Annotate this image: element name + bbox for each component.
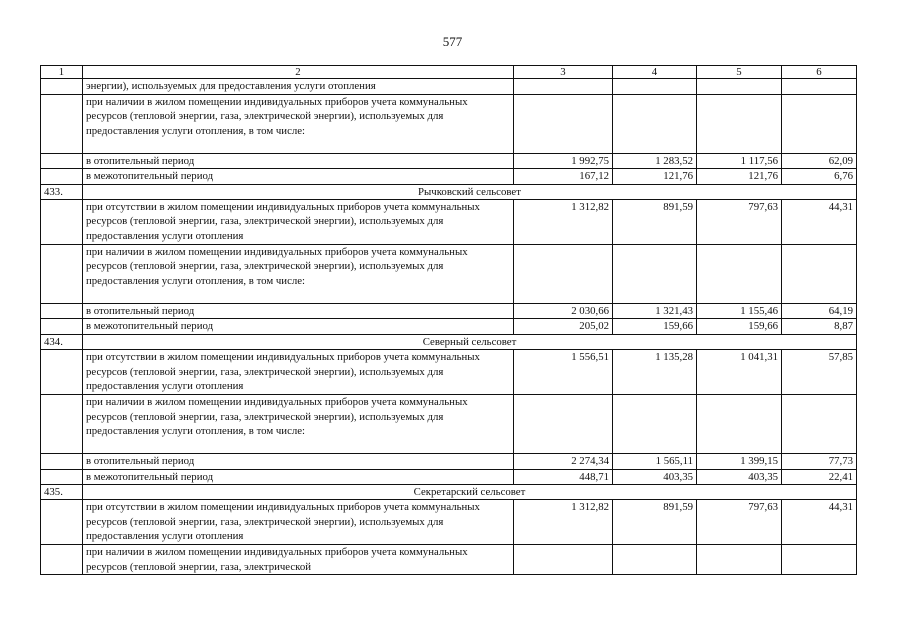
value-cell-c4: 159,66 <box>613 319 697 335</box>
value-cell-c5: 159,66 <box>697 319 782 335</box>
value-cell-c6: 77,73 <box>782 453 857 469</box>
value-cell-c3: 205,02 <box>514 319 613 335</box>
page-number: 577 <box>442 34 463 49</box>
value-cell-c5: 403,35 <box>697 469 782 485</box>
value-cell-c5: 797,63 <box>697 500 782 545</box>
value-cell-c3: 1 556,51 <box>514 349 613 394</box>
value-cell-c4: 891,59 <box>613 199 697 244</box>
value-cell-c5: 1 399,15 <box>697 453 782 469</box>
value-cell-c6: 57,85 <box>782 349 857 394</box>
number-cell <box>41 453 83 469</box>
value-cell-c4 <box>613 244 697 303</box>
header-row <box>41 66 857 79</box>
table-row <box>41 349 857 394</box>
value-cell-c3 <box>514 545 613 575</box>
value-cell-c4: 1 565,11 <box>613 453 697 469</box>
value-cell-c6: 22,41 <box>782 469 857 485</box>
number-cell <box>41 303 83 319</box>
description-cell: в отопительный период <box>83 453 514 469</box>
value-cell-c3: 2 274,34 <box>514 453 613 469</box>
value-cell-c4 <box>613 545 697 575</box>
value-cell-c5 <box>697 394 782 453</box>
value-cell-c6 <box>782 394 857 453</box>
value-cell-c3: 1 312,82 <box>514 500 613 545</box>
section-number: 433. <box>41 184 83 199</box>
value-cell-c4: 403,35 <box>613 469 697 485</box>
description-cell: в межотопительный период <box>83 169 514 185</box>
value-cell-c5: 1 117,56 <box>697 153 782 169</box>
description-cell: при наличии в жилом помещении индивидуальных приборов учета коммунальных ресурсов (тепловой энергии, газа, электрической энергии), используемых для предоставления услуги отопления, в том числе: <box>83 244 514 303</box>
value-cell-c5: 797,63 <box>697 199 782 244</box>
table-row <box>41 244 857 303</box>
number-cell <box>41 500 83 545</box>
value-cell-c3: 2 030,66 <box>514 303 613 319</box>
value-cell-c4: 1 283,52 <box>613 153 697 169</box>
header-cell: 5 <box>697 66 782 79</box>
value-cell-c6 <box>782 545 857 575</box>
number-cell <box>41 169 83 185</box>
value-cell-c4: 121,76 <box>613 169 697 185</box>
value-cell-c4: 1 135,28 <box>613 349 697 394</box>
table-row <box>41 94 857 153</box>
description-cell: при отсутствии в жилом помещении индивидуальных приборов учета коммунальных ресурсов (тепловой энергии, газа, электрической энергии), используемых для предоставления услуги отопления <box>83 199 514 244</box>
section-title: Секретарский сельсовет <box>83 485 857 500</box>
number-cell <box>41 319 83 335</box>
number-cell <box>41 153 83 169</box>
header-cell: 4 <box>613 66 697 79</box>
value-cell-c6 <box>782 79 857 95</box>
number-cell <box>41 394 83 453</box>
table-row <box>41 169 857 185</box>
value-cell-c4: 891,59 <box>613 500 697 545</box>
value-cell-c4 <box>613 394 697 453</box>
value-cell-c5 <box>697 244 782 303</box>
value-cell-c5 <box>697 94 782 153</box>
value-cell-c3: 1 992,75 <box>514 153 613 169</box>
value-cell-c5: 1 041,31 <box>697 349 782 394</box>
section-title: Рычковский сельсовет <box>83 184 857 199</box>
table-row <box>41 79 857 95</box>
value-cell-c5: 121,76 <box>697 169 782 185</box>
table-row <box>41 319 857 335</box>
table-row <box>41 153 857 169</box>
value-cell-c5: 1 155,46 <box>697 303 782 319</box>
table-row <box>41 453 857 469</box>
value-cell-c3: 1 312,82 <box>514 199 613 244</box>
table-row <box>41 303 857 319</box>
section-row <box>41 485 857 500</box>
table-row <box>41 469 857 485</box>
value-cell-c3 <box>514 394 613 453</box>
value-cell-c4 <box>613 79 697 95</box>
table-row <box>41 199 857 244</box>
value-cell-c3 <box>514 94 613 153</box>
header-cell: 1 <box>41 66 83 79</box>
section-row <box>41 334 857 349</box>
number-cell <box>41 199 83 244</box>
section-title: Северный сельсовет <box>83 334 857 349</box>
value-cell-c5 <box>697 79 782 95</box>
value-cell-c6: 6,76 <box>782 169 857 185</box>
value-cell-c6: 8,87 <box>782 319 857 335</box>
section-number: 435. <box>41 485 83 500</box>
header-cell: 3 <box>514 66 613 79</box>
section-number: 434. <box>41 334 83 349</box>
table-row <box>41 500 857 545</box>
description-cell: в отопительный период <box>83 153 514 169</box>
value-cell-c3 <box>514 79 613 95</box>
description-cell: в межотопительный период <box>83 469 514 485</box>
number-cell <box>41 349 83 394</box>
value-cell-c6 <box>782 244 857 303</box>
header-cell: 2 <box>83 66 514 79</box>
value-cell-c6: 44,31 <box>782 500 857 545</box>
number-cell <box>41 469 83 485</box>
description-cell: при наличии в жилом помещении индивидуальных приборов учета коммунальных ресурсов (тепловой энергии, газа, электрической <box>83 545 514 575</box>
value-cell-c6: 64,19 <box>782 303 857 319</box>
section-row <box>41 184 857 199</box>
value-cell-c6: 62,09 <box>782 153 857 169</box>
number-cell <box>41 94 83 153</box>
tariff-table <box>40 65 857 575</box>
table-row <box>41 545 857 575</box>
number-cell <box>41 244 83 303</box>
number-cell <box>41 79 83 95</box>
number-cell <box>41 545 83 575</box>
value-cell-c6 <box>782 94 857 153</box>
description-cell: в межотопительный период <box>83 319 514 335</box>
value-cell-c5 <box>697 545 782 575</box>
table-row <box>41 394 857 453</box>
value-cell-c4: 1 321,43 <box>613 303 697 319</box>
description-cell: энергии), используемых для предоставления услуги отопления <box>83 79 514 95</box>
value-cell-c3 <box>514 244 613 303</box>
header-cell: 6 <box>782 66 857 79</box>
description-cell: при отсутствии в жилом помещении индивидуальных приборов учета коммунальных ресурсов (тепловой энергии, газа, электрической энергии), используемых для предоставления услуги отопления <box>83 349 514 394</box>
description-cell: при отсутствии в жилом помещении индивидуальных приборов учета коммунальных ресурсов (тепловой энергии, газа, электрической энергии), используемых для предоставления услуги отопления <box>83 500 514 545</box>
value-cell-c6: 44,31 <box>782 199 857 244</box>
description-cell: при наличии в жилом помещении индивидуальных приборов учета коммунальных ресурсов (тепловой энергии, газа, электрической энергии), используемых для предоставления услуги отопления, в том числе: <box>83 394 514 453</box>
value-cell-c3: 167,12 <box>514 169 613 185</box>
description-cell: в отопительный период <box>83 303 514 319</box>
value-cell-c4 <box>613 94 697 153</box>
description-cell: при наличии в жилом помещении индивидуальных приборов учета коммунальных ресурсов (тепловой энергии, газа, электрической энергии), используемых для предоставления услуги отопления, в том числе: <box>83 94 514 153</box>
value-cell-c3: 448,71 <box>514 469 613 485</box>
